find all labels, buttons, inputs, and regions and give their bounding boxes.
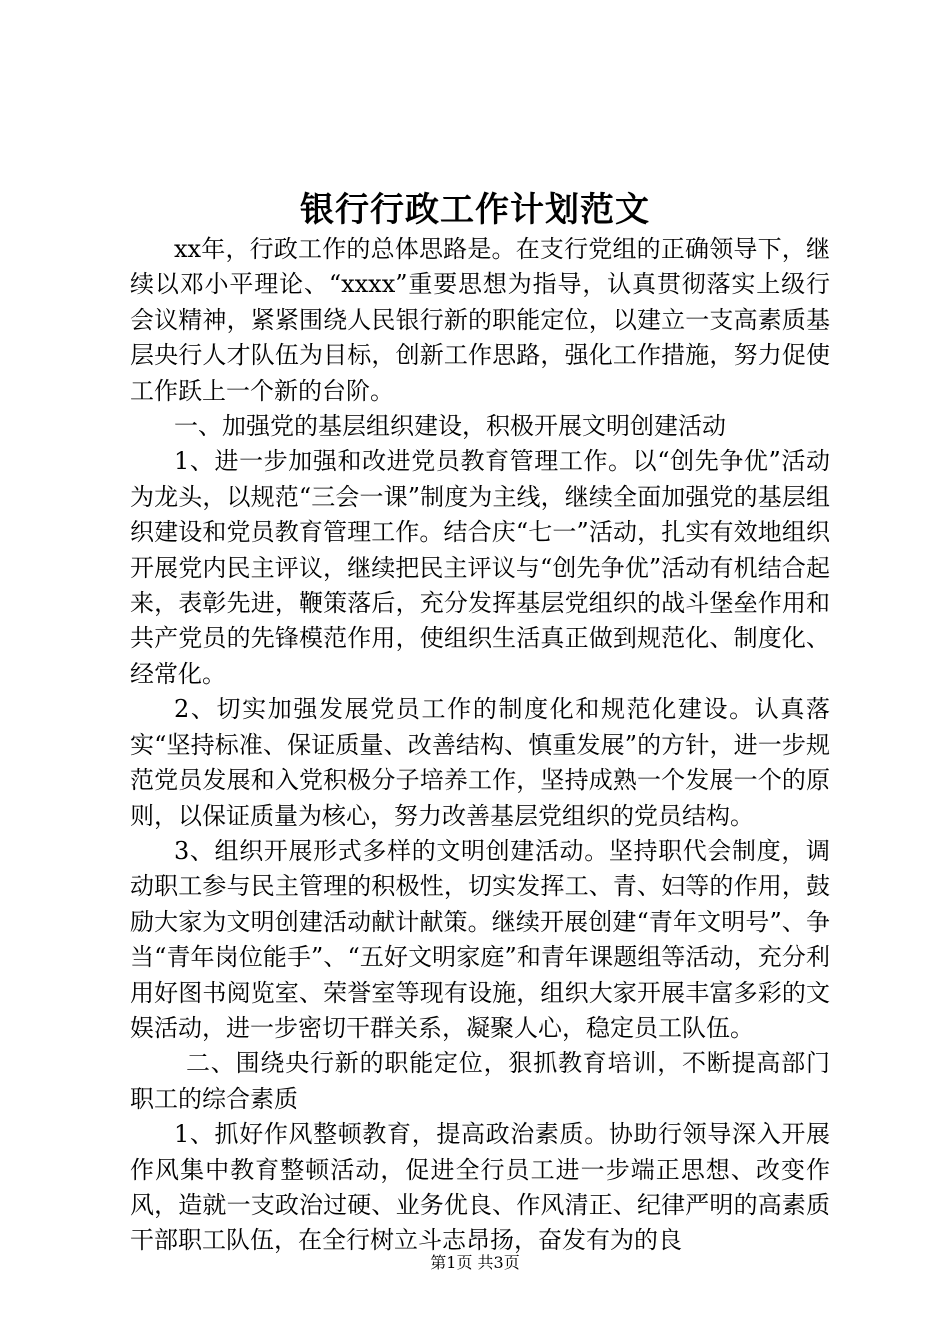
paragraph-2-1: 1、抓好作风整顿教育，提高政治素质。协助行领导深入开展作风集中教育整顿活动，促进全行员工进一步端正思想、改变作风，造就一支政治过硬、业务优良、作风清正、纪律严明的高素质干部职工队伍，在全行树立斗志昂扬，奋发有为的良 bbox=[130, 1120, 830, 1255]
paragraph-1-1: 1、进一步加强和改进党员教育管理工作。以“创先争优”活动为龙头，以规范“三会一课”制度为主线，继续全面加强党的基层组织建设和党员教育管理工作。结合庆“七一”活动，扎实有效地组织开展党内民主评议，继续把民主评议与“创先争优”活动有机结合起来，表彰先进，鞭策落后，充分发挥基层党组织的战斗堡垒作用和共产党员的先锋模范作用，使组织生活真正做到规范化、制度化、经常化。 bbox=[130, 447, 830, 688]
paragraph-1-3: 3、组织开展形式多样的文明创建活动。坚持职代会制度，调动职工参与民主管理的积极性，切实发挥工、青、妇等的作用，鼓励大家为文明创建活动献计献策。继续开展创建“青年文明号”、争当“青年岗位能手”、“五好文明家庭”和青年课题组等活动，充分利用好图书阅览室、荣誉室等现有设施，组织大家开展丰富多彩的文娱活动，进一步密切干群关系，凝聚人心，稳定员工队伍。 bbox=[130, 836, 830, 1042]
heading-section-1: 一、加强党的基层组织建设，积极开展文明创建活动 bbox=[174, 412, 726, 441]
heading-section-2: 二、围绕央行新的职能定位，狠抓教育培训，不断提高部门职工的综合素质 bbox=[130, 1049, 830, 1113]
paragraph-1-2: 2、切实加强发展党员工作的制度化和规范化建设。认真落实“坚持标准、保证质量、改善结构、慎重发展”的方针，进一步规范党员发展和入党积极分子培养工作，坚持成熟一个发展一个的原则，以保证质量为核心，努力改善基层党组织的党员结构。 bbox=[130, 695, 830, 830]
page-footer: 第1页 共3页 bbox=[430, 1253, 520, 1272]
document-body bbox=[130, 232, 830, 1259]
paragraph-intro: xx年，行政工作的总体思路是。在支行党组的正确领导下，继续以邓小平理论、“xxxx”重要思想为指导，认真贯彻落实上级行会议精神，紧紧围绕人民银行新的职能定位，以建立一支高素质基层央行人才队伍为目标，创新工作思路，强化工作措施，努力促使工作跃上一个新的台阶。 bbox=[130, 235, 830, 405]
document-title: 银行行政工作计划范文 bbox=[300, 190, 650, 230]
